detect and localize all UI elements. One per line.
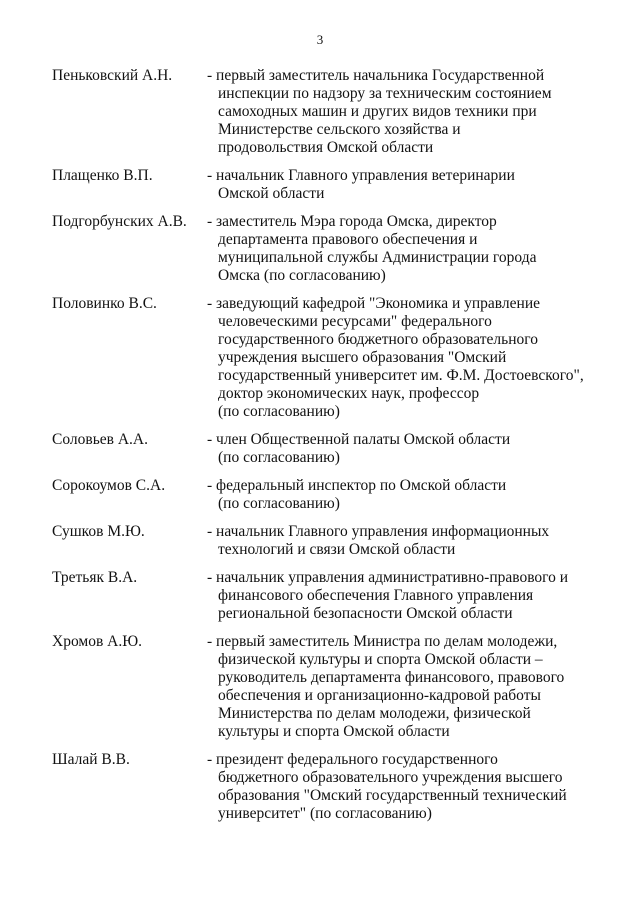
member-name: Подгорбунских А.В. [52, 213, 187, 230]
member-entry [52, 167, 602, 203]
position-line: инспекции по надзору за техническим состоянием [218, 85, 552, 102]
position-line: департамента правового обеспечения и [218, 231, 478, 248]
member-position [207, 67, 602, 157]
member-name: Третьяк В.А. [52, 569, 138, 586]
member-position [207, 477, 602, 513]
position-line: (по согласованию) [218, 449, 340, 466]
position-line: - начальник управления административно-правового и [207, 569, 569, 586]
position-line: образования "Омский государственный технический [218, 787, 567, 804]
position-line: - первый заместитель Министра по делам молодежи, [207, 633, 558, 650]
position-line: самоходных машин и других видов техники при [218, 103, 537, 120]
position-line: государственный университет им. Ф.М. Достоевского", [218, 367, 584, 384]
position-line: руководитель департамента финансового, правового [218, 669, 565, 686]
member-entry [52, 213, 602, 285]
position-line: Министерства по делам молодежи, физической [218, 705, 531, 722]
member-position [207, 431, 602, 467]
member-entry [52, 431, 602, 467]
member-entry [52, 633, 602, 741]
member-position [207, 751, 602, 823]
position-line: обеспечения и организационно-кадровой работы [218, 687, 541, 704]
member-list [52, 67, 602, 823]
position-line: - член Общественной палаты Омской области [207, 431, 511, 448]
member-position [207, 569, 602, 623]
position-line: университет" (по согласованию) [218, 805, 432, 822]
member-name: Половинко В.С. [52, 295, 157, 312]
member-entry [52, 477, 602, 513]
page-number: 3 [316, 32, 324, 47]
position-line: технологий и связи Омской области [218, 541, 456, 558]
member-name: Хромов А.Ю. [52, 633, 143, 650]
member-position [207, 633, 602, 741]
position-line: государственного бюджетного образовательного [218, 331, 538, 348]
position-line: Министерстве сельского хозяйства и [218, 121, 461, 138]
position-line: (по согласованию) [218, 403, 340, 420]
member-entry [52, 67, 602, 157]
position-line: продовольствия Омской области [218, 139, 434, 156]
position-line: бюджетного образовательного учреждения высшего [218, 769, 563, 786]
position-line: культуры и спорта Омской области [218, 723, 450, 740]
member-name: Шалай В.В. [52, 751, 130, 768]
position-line: региональной безопасности Омской области [218, 605, 513, 622]
position-line: доктор экономических наук, профессор [218, 385, 480, 402]
member-position [207, 523, 602, 559]
position-line: Омска (по согласованию) [218, 267, 386, 284]
member-position [207, 213, 602, 285]
member-name: Соловьев А.А. [52, 431, 148, 448]
position-line: Омской области [218, 185, 325, 202]
member-entry [52, 751, 602, 823]
position-line: - заместитель Мэра города Омска, директор [207, 213, 497, 230]
member-position [207, 295, 602, 421]
position-line: - первый заместитель начальника Государственной [207, 67, 545, 84]
position-line: (по согласованию) [218, 495, 340, 512]
member-name: Плащенко В.П. [52, 167, 153, 184]
position-line: муниципальной службы Администрации города [218, 249, 537, 266]
member-name: Пеньковский А.Н. [52, 67, 173, 84]
member-name: Сушков М.Ю. [52, 523, 145, 540]
position-line: - заведующий кафедрой "Экономика и управление [207, 295, 541, 312]
position-line: - начальник Главного управления ветеринарии [207, 167, 515, 184]
member-name: Сорокоумов С.А. [52, 477, 166, 494]
member-entry [52, 569, 602, 623]
position-line: финансового обеспечения Главного управления [218, 587, 534, 604]
member-position [207, 167, 602, 203]
member-entry [52, 295, 602, 421]
position-line: физической культуры и спорта Омской области – [218, 651, 543, 668]
position-line: учреждения высшего образования "Омский [218, 349, 507, 366]
member-entry [52, 523, 602, 559]
position-line: - федеральный инспектор по Омской области [207, 477, 507, 494]
position-line: человеческими ресурсами" федерального [218, 313, 492, 330]
position-line: - начальник Главного управления информационных [207, 523, 550, 540]
position-line: - президент федерального государственного [207, 751, 498, 768]
